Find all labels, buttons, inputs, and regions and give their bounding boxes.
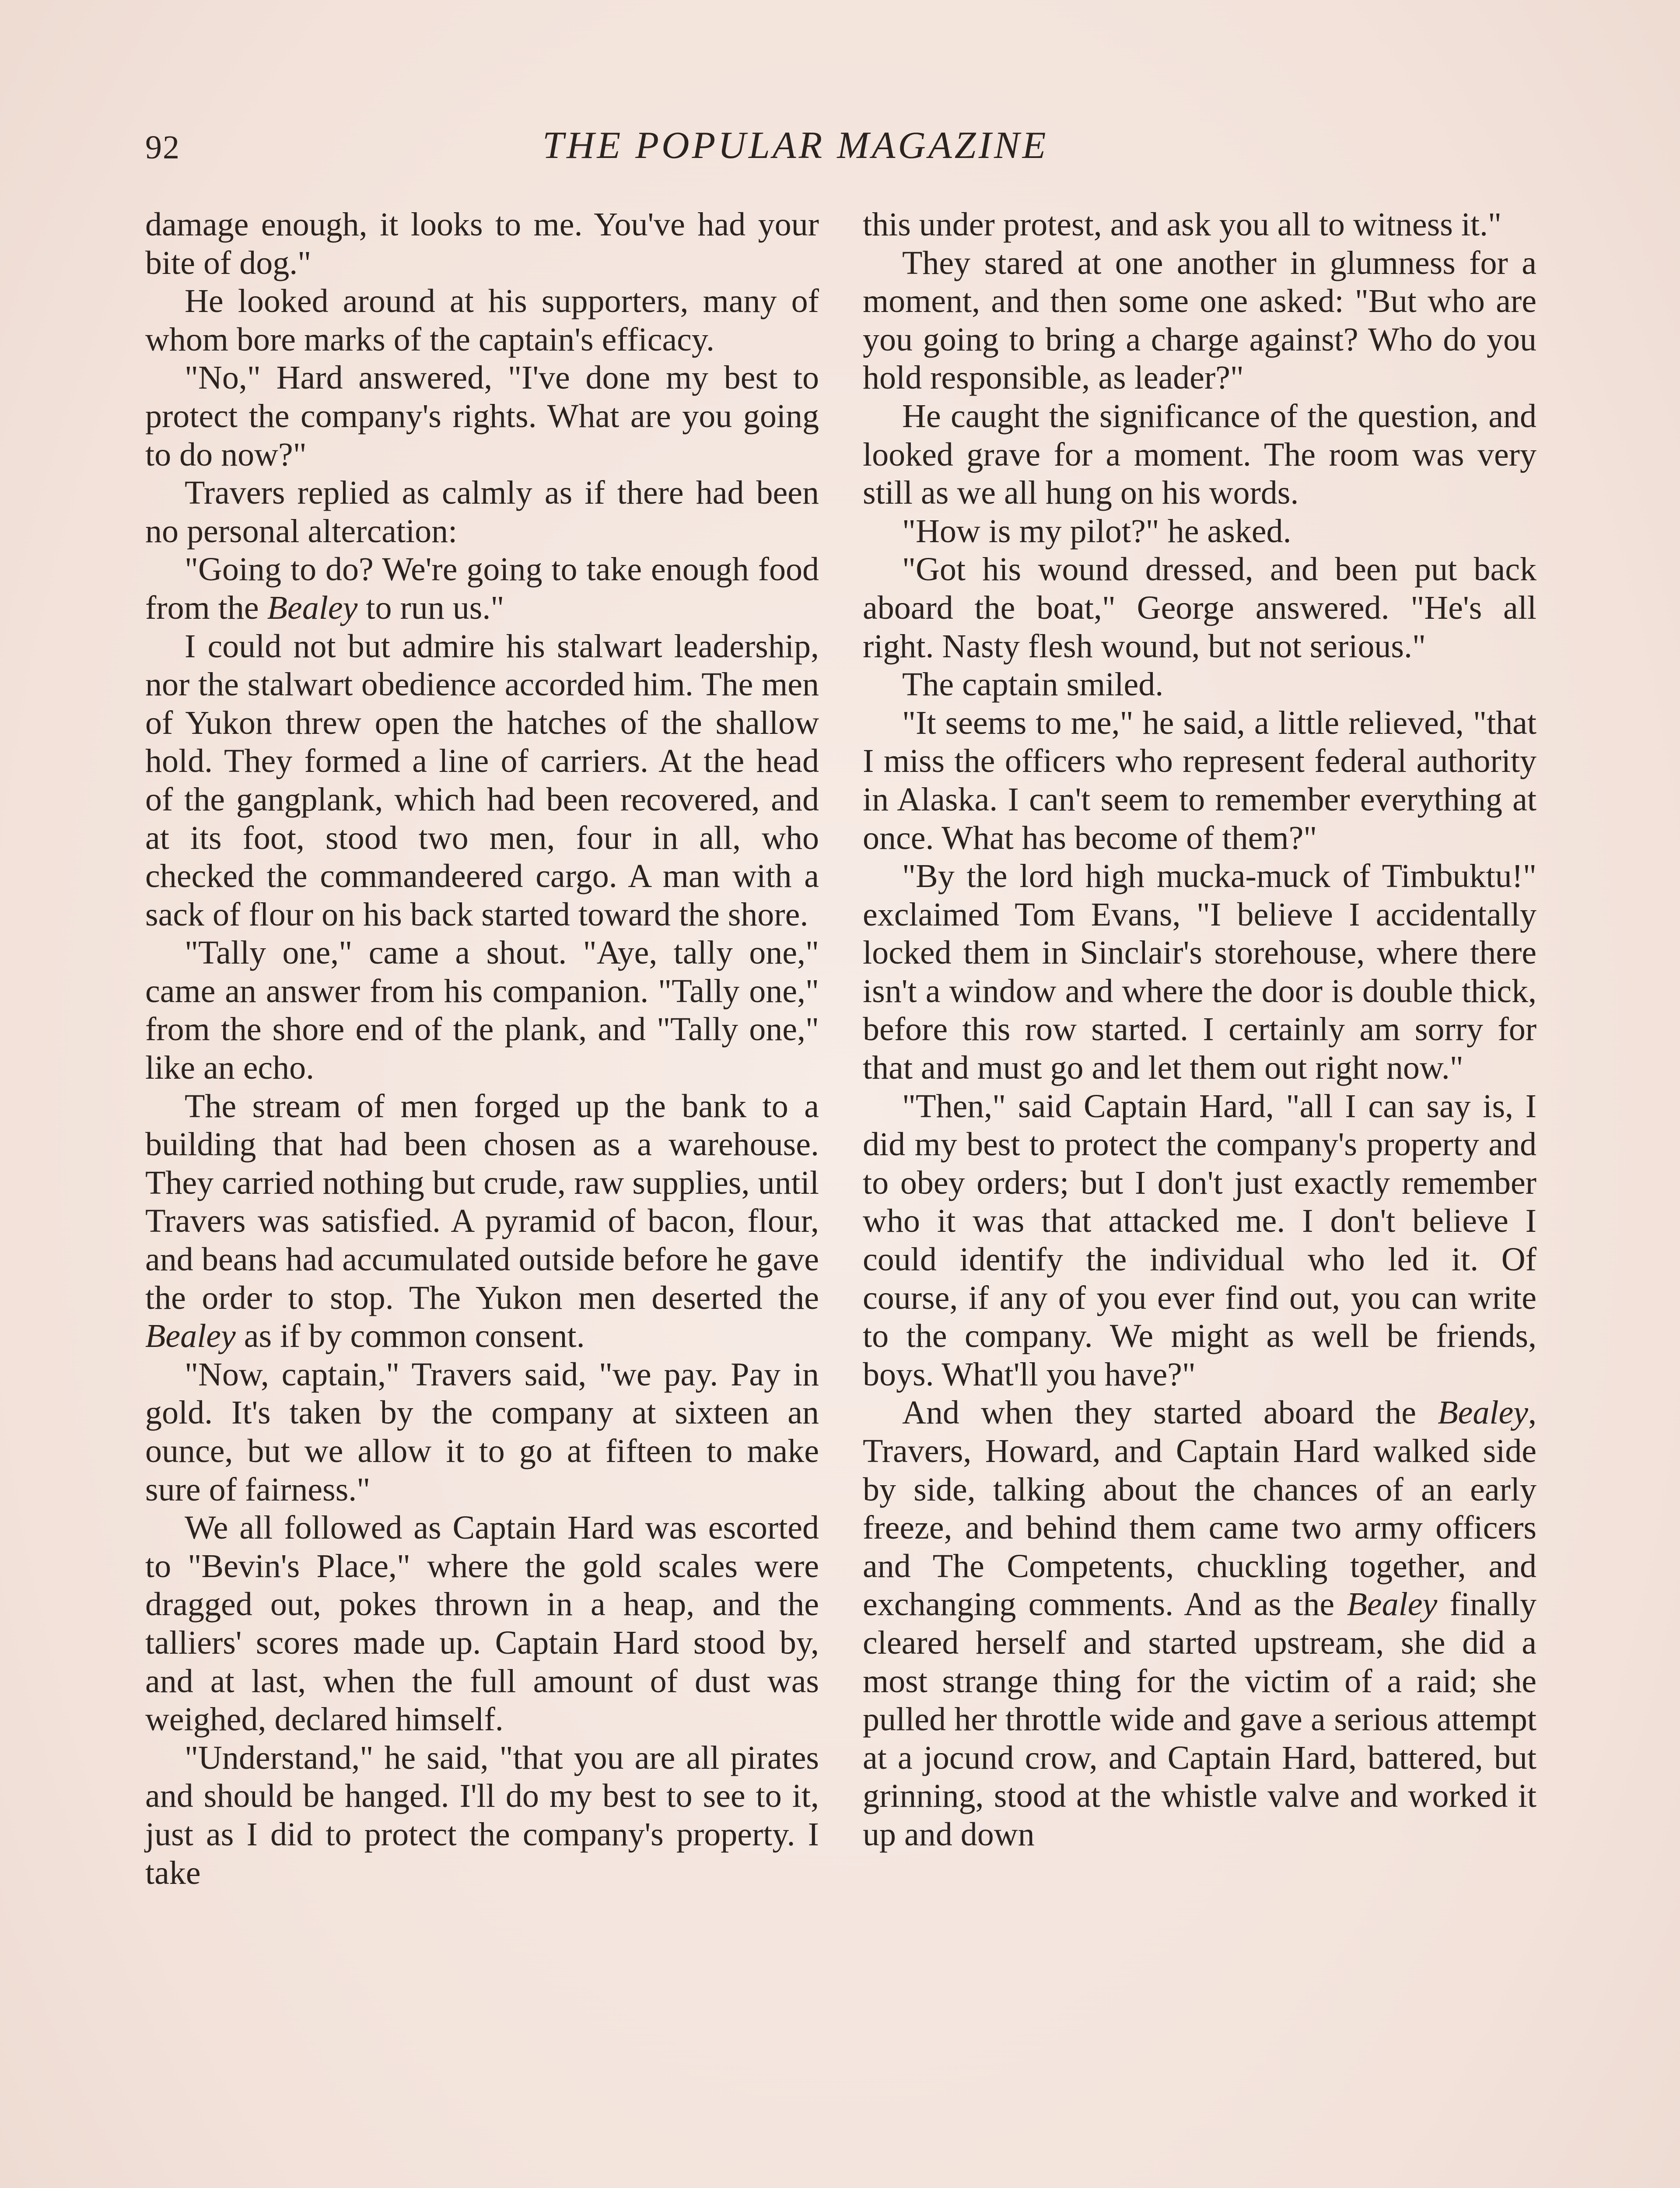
paragraph: "Going to do? We're going to take enough food from the Bealey to run us." (145, 551, 819, 626)
paragraph: The captain smiled. (902, 666, 1164, 703)
paragraph: "Then," said Captain Hard, "all I can say is, I did my best to protect the company's property and to obey orders; but I don't just exactly remember who it was that attacked me. I don't believe I could identify the individual who led it. Of course, if any of you ever find out, you can write to the company. We might as well be friends, boys. What'll you have?" (863, 1087, 1536, 1393)
paragraph: I could not but admire his stalwart leadership, nor the stalwart obedience accorded him. The men of Yukon threw open the hatches of the shallow hold. They formed a line of carriers. At the head of the gangplank, which had been recovered, and at its foot, stood two men, four in all, who checked the commandeered cargo. A man with a sack of flour on his back started toward the shore. (145, 628, 819, 933)
paragraph: We all followed as Captain Hard was escorted to "Bevin's Place," where the gold scales were dragged out, pokes thrown in a heap, and the talliers' scores made up. Captain Hard stood by, and at last, when the full amount of dust was weighed, declared himself. (145, 1509, 819, 1738)
paragraph: Travers replied as calmly as if there had been no personal altercation: (145, 474, 819, 550)
paragraph: "Tally one," came a shout. "Aye, tally one," came an answer from his companion. "Tally one," from the shore end of the plank, and "Tally one," like an echo. (145, 934, 819, 1087)
page-number: 92 (145, 129, 180, 166)
paragraph: "By the lord high mucka-muck of Timbuktu!" exclaimed Tom Evans, "I believe I accidentally locked them in Sinclair's storehouse, where there isn't a window and where the door is double thick, before this row started. I certainly am sorry for that and must go and let them out right now." (863, 858, 1536, 1087)
paragraph: "No," Hard answered, "I've done my best to protect the company's rights. What are you going to do now?" (145, 359, 819, 473)
paragraph: "Understand," he said, "that you are all pirates and should be hanged. I'll do my best to see to it, just as I did to protect the company's property. I take (145, 1739, 819, 1891)
magazine-title: THE POPULAR MAGAZINE (542, 124, 1049, 167)
boat-name: Bealey (145, 1318, 236, 1355)
paragraph: damage enough, it looks to me. You've had your bite of dog." (145, 206, 819, 281)
paragraph: "It seems to me," he said, a little relieved, "that I miss the officers who represent federal authority in Alaska. I can't seem to remember everything at once. What has become of them?" (863, 704, 1536, 856)
boat-name: Bealey (1438, 1394, 1528, 1431)
running-header (0, 123, 1680, 185)
boat-name: Bealey (1347, 1586, 1438, 1623)
paragraph: "How is my pilot?" he asked. (902, 512, 1292, 550)
paragraph: And when they started aboard the Bealey, Travers, Howard, and Captain Hard walked side by side, talking about the chances of an early freeze, and behind them came two army officers and The Competents, chuckling together, and exchanging comments. And as the Bealey finally cleared herself and started upstream, she did a most strange thing for the victim of a raid; she pulled her throttle wide and gave a serious attempt at a jocund crow, and Captain Hard, battered, but grinning, stood at the whistle valve and worked it up and down (863, 1394, 1537, 1853)
paragraph: He caught the significance of the question, and looked grave for a moment. The room was very still as we all hung on his words. (863, 397, 1536, 512)
paragraph: The stream of men forged up the bank to a building that had been chosen as a warehouse. They carried nothing but crude, raw supplies, until Travers was satisfied. A pyramid of bacon, flour, and beans had accumulated outside before he gave the order to stop. The Yukon men deserted the Bealey as if by common consent. (145, 1087, 819, 1355)
paragraph: this under protest, and ask you all to witness it." (863, 206, 1502, 243)
text-column-right (863, 206, 1536, 1854)
paragraph: "Got his wound dressed, and been put back aboard the boat," George answered. "He's all right. Nasty flesh wound, but not serious." (863, 551, 1536, 665)
text-column-left (145, 206, 819, 1892)
paragraph: "Now, captain," Travers said, "we pay. Pay in gold. It's taken by the company at sixteen an ounce, but we allow it to go at fifteen to make sure of fairness." (145, 1356, 819, 1508)
paragraph: He looked around at his supporters, many of whom bore marks of the captain's efficacy. (145, 283, 819, 358)
boat-name: Bealey (267, 589, 358, 626)
paragraph: They stared at one another in glumness for a moment, and then some one asked: "But who are you going to bring a charge against? Who do you hold responsible, as leader?" (863, 244, 1536, 396)
